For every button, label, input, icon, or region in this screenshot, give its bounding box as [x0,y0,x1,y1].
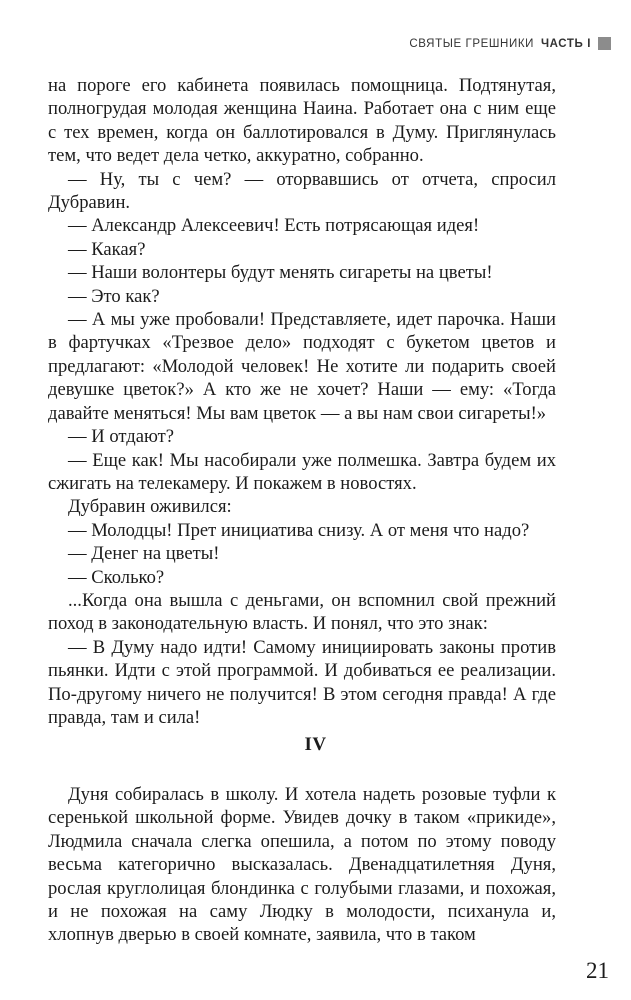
part-label: ЧАСТЬ I [541,37,591,50]
paragraph: — А мы уже пробовали! Представляете, идет парочка. Наши в фартучках «Трезвое дело» подходят с букетом цветов и предлагают: «Молодой человек! Не хотите ли подарить своей девушке цветок?» А кто же не хочет? Наши — ему: «Тогда давайте меняться! Мы вам цветок — а вы нам свои сигареты!» [48,309,556,424]
paragraph: — Наши волонтеры будут менять сигареты на цветы! [68,262,493,284]
paragraph: — Сколько? [68,566,165,588]
chapter-heading: IV [304,734,327,755]
section-marker-icon [598,37,611,50]
paragraph: на пороге его кабинета появилась помощница. Подтянутая, полногрудая молодая женщина Наина. Работает она с ним еще с тех времен, когда он баллотировался в Думу. Приглянулась тем, что ведет дела четко, аккуратно, собранно. [48,75,556,167]
page-number: 21 [586,958,609,983]
paragraph: Дубравин оживился: [68,496,232,518]
paragraph: Дуня собиралась в школу. И хотела надеть розовые туфли к серенькой школьной форме. Увидев дочку в таком «прикиде», Людмила сначала слегка опешила, а потом по этому поводу весьма категорично высказалась. Двенадцатилетняя Дуня, рослая круглолицая блондинка с голубыми глазами, и похожая, и не похожая на саму Людку в молодости, психанула и, хлопнув дверью в своей комнате, заявила, что в таком [48,784,556,946]
paragraph: — Это как? [68,285,160,307]
paragraph: ...Когда она вышла с деньгами, он вспомнил свой прежний поход в законодательную власть. И понял, что это знак: [48,589,556,635]
body-text-after [48,783,556,947]
paragraph: — Какая? [68,238,146,260]
running-head [409,37,611,50]
book-title: СВЯТЫЕ ГРЕШНИКИ [409,37,534,50]
paragraph: — В Думу надо идти! Самому инициировать законы против пьянки. Идти с этой программой. И добиваться ее реализации. По-другому ничего не получится! В этом сегодня правда! А где правда, там и сила! [48,636,556,728]
paragraph: — И отдают? [68,426,174,448]
paragraph: — Еще как! Мы насобирали уже полмешка. Завтра будем их сжигать на телекамеру. И покажем в новостях. [48,449,556,494]
paragraph: — Ну, ты с чем? — оторвавшись от отчета, спросил Дубравин. [48,168,556,214]
paragraph: — Молодцы! Прет инициатива снизу. А от меня что надо? [68,519,530,541]
paragraph: — Денег на цветы! [68,543,220,565]
paragraph: — Александр Алексеевич! Есть потрясающая идея! [68,215,480,237]
body-text-before [48,74,556,729]
